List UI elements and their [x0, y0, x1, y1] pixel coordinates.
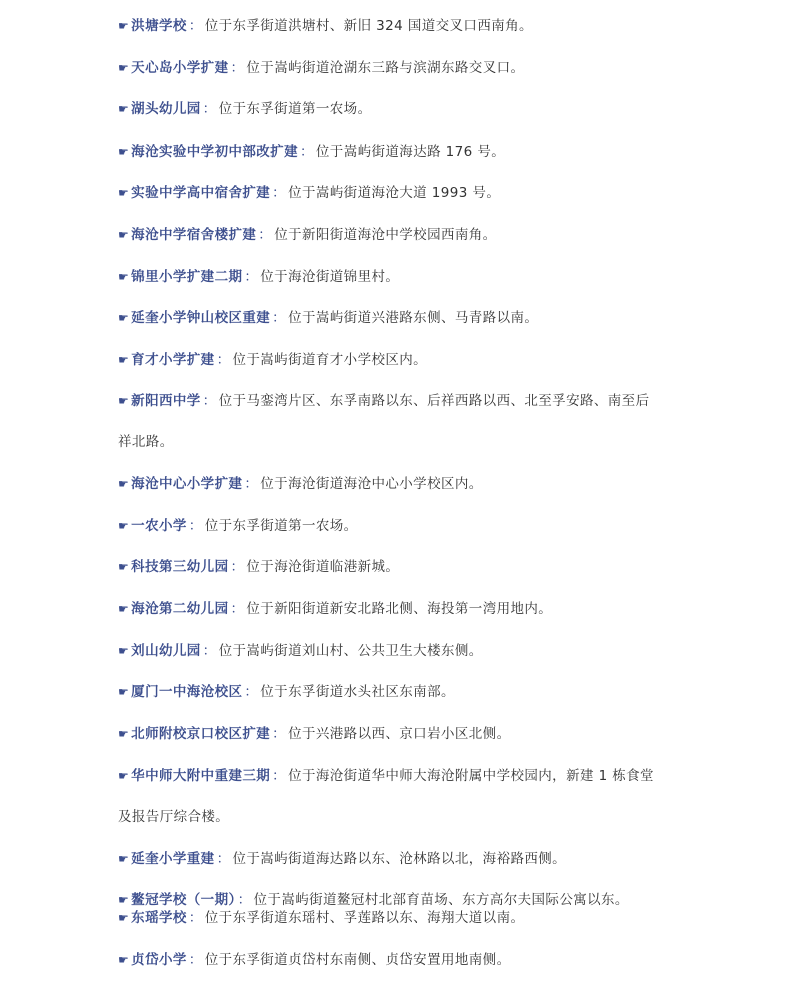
- list-item: [118, 950, 511, 970]
- separator: ：: [230, 559, 245, 575]
- list-item: [118, 599, 552, 619]
- item-name: 湖头幼儿园: [131, 101, 201, 117]
- item-name: 育才小学扩建: [131, 352, 215, 368]
- pointing-hand-icon: ☛: [118, 685, 130, 699]
- item-name: 实验中学高中宿舍扩建: [131, 185, 271, 201]
- pointing-hand-icon: ☛: [118, 560, 130, 574]
- list-item: [118, 641, 483, 661]
- item-name: 延奎小学钟山校区重建: [131, 310, 271, 326]
- item-name: 新阳西中学: [131, 393, 201, 409]
- item-name: 锦里小学扩建二期: [131, 269, 243, 285]
- item-desc: 位于新阳街道海沧中学校园西南角。: [274, 227, 497, 243]
- pointing-hand-icon: ☛: [118, 852, 130, 866]
- pointing-hand-icon: ☛: [118, 61, 130, 75]
- separator: ：: [299, 144, 314, 160]
- list-item: [118, 58, 524, 78]
- pointing-hand-icon: ☛: [118, 602, 130, 616]
- item-desc: 位于海沧街道临港新城。: [246, 559, 400, 575]
- item-name: 厦门一中海沧校区: [131, 684, 243, 700]
- pointing-hand-icon: ☛: [118, 19, 130, 33]
- separator: ：: [272, 310, 287, 326]
- list-item: [118, 766, 654, 786]
- item-name: 东瑶学校: [131, 910, 187, 926]
- item-desc: 位于海沧街道海沧中心小学校区内。: [260, 476, 483, 492]
- pointing-hand-icon: ☛: [118, 270, 130, 284]
- item-desc: 位于嵩屿街道海达路以东、沧林路以北，海裕路西侧。: [232, 851, 567, 867]
- list-item: [118, 350, 427, 370]
- separator: ：: [244, 684, 259, 700]
- item-name: 刘山幼儿园: [131, 643, 201, 659]
- list-item: [118, 908, 524, 928]
- pointing-hand-icon: ☛: [118, 311, 130, 325]
- item-desc: 位于马銮湾片区、东孚南路以东、后祥西路以西、北至孚安路、南至后: [218, 393, 650, 409]
- pointing-hand-icon: ☛: [118, 186, 130, 200]
- item-name: 华中师大附中重建三期: [131, 768, 271, 784]
- list-item: [118, 724, 510, 744]
- separator: ：: [272, 768, 287, 784]
- separator: ：: [202, 393, 217, 409]
- item-name: 海沧第二幼儿园: [131, 601, 229, 617]
- separator: ：: [272, 185, 287, 201]
- separator: ：: [216, 352, 231, 368]
- list-item: [118, 890, 629, 910]
- pointing-hand-icon: ☛: [118, 911, 130, 925]
- list-item: [118, 183, 500, 203]
- list-item: [118, 308, 538, 328]
- separator: ：: [244, 476, 259, 492]
- item-desc: 位于东孚街道东瑶村、孚莲路以东、海翔大道以南。: [204, 910, 525, 926]
- item-desc: 位于嵩屿街道鳌冠村北部育苗场、东方高尔夫国际公寓以东。: [253, 892, 629, 908]
- pointing-hand-icon: ☛: [118, 953, 130, 967]
- separator: ：: [188, 952, 203, 968]
- separator: ：: [188, 518, 203, 534]
- list-item: [118, 682, 455, 702]
- separator: ：: [188, 910, 203, 926]
- list-item: [118, 849, 566, 869]
- list-item: [118, 142, 505, 162]
- item-desc: 位于东孚街道第一农场。: [218, 101, 372, 117]
- item-name: 科技第三幼儿园: [131, 559, 229, 575]
- item-name: 延奎小学重建: [131, 851, 215, 867]
- item-desc: 位于嵩屿街道兴港路东侧、马青路以南。: [288, 310, 539, 326]
- separator: ：: [272, 726, 287, 742]
- item-name: 贞岱小学: [131, 952, 187, 968]
- pointing-hand-icon: ☛: [118, 228, 130, 242]
- item-desc-continuation: 祥北路。: [118, 434, 174, 450]
- item-desc: 位于海沧街道华中师大海沧附属中学校园内，新建 1 栋食堂: [288, 768, 654, 784]
- list-item: [118, 516, 358, 536]
- item-name: 天心岛小学扩建: [131, 60, 229, 76]
- item-desc: 位于东孚街道贞岱村东南侧、贞岱安置用地南侧。: [204, 952, 511, 968]
- list-item: [118, 99, 371, 119]
- item-name: 一农小学: [131, 518, 187, 534]
- separator: ：: [244, 269, 259, 285]
- separator: ：: [202, 643, 217, 659]
- separator: ：: [230, 60, 245, 76]
- pointing-hand-icon: ☛: [118, 893, 130, 907]
- list-item: [118, 557, 399, 577]
- item-desc: 位于嵩屿街道海沧大道 1993 号。: [288, 185, 501, 201]
- pointing-hand-icon: ☛: [118, 102, 130, 116]
- item-desc: 位于嵩屿街道沧湖东三路与滨湖东路交叉口。: [246, 60, 525, 76]
- list-item: [118, 474, 483, 494]
- separator: ：: [188, 18, 203, 34]
- pointing-hand-icon: ☛: [118, 644, 130, 658]
- item-name: 北师附校京口校区扩建: [131, 726, 271, 742]
- pointing-hand-icon: ☛: [118, 769, 130, 783]
- item-name: 海沧中心小学扩建: [131, 476, 243, 492]
- list-item: [118, 267, 399, 287]
- separator: ：: [202, 101, 217, 117]
- separator: ：: [258, 227, 273, 243]
- item-name: 海沧实验中学初中部改扩建: [131, 144, 298, 160]
- list-item: [118, 391, 649, 411]
- separator: ：: [230, 601, 245, 617]
- separator: ：: [237, 892, 252, 908]
- item-name: 鳌冠学校（一期）: [131, 892, 236, 908]
- pointing-hand-icon: ☛: [118, 519, 130, 533]
- item-desc: 位于东孚街道洪塘村、新旧 324 国道交叉口西南角。: [204, 18, 533, 34]
- item-desc: 位于嵩屿街道海达路 176 号。: [315, 144, 506, 160]
- item-desc: 位于嵩屿街道刘山村、公共卫生大楼东侧。: [218, 643, 483, 659]
- pointing-hand-icon: ☛: [118, 353, 130, 367]
- item-desc: 位于东孚街道水头社区东南部。: [260, 684, 455, 700]
- pointing-hand-icon: ☛: [118, 727, 130, 741]
- item-name: 洪塘学校: [131, 18, 187, 34]
- pointing-hand-icon: ☛: [118, 145, 130, 159]
- list-item: [118, 16, 533, 36]
- pointing-hand-icon: ☛: [118, 394, 130, 408]
- list-item: [118, 225, 497, 245]
- item-desc: 位于东孚街道第一农场。: [204, 518, 358, 534]
- pointing-hand-icon: ☛: [118, 477, 130, 491]
- separator: ：: [216, 851, 231, 867]
- item-name: 海沧中学宿舍楼扩建: [131, 227, 257, 243]
- item-desc: 位于嵩屿街道育才小学校区内。: [232, 352, 428, 368]
- item-desc: 位于海沧街道锦里村。: [260, 269, 400, 285]
- item-desc-continuation: 及报告厅综合楼。: [118, 809, 230, 825]
- item-desc: 位于新阳街道新安北路北侧、海投第一湾用地内。: [246, 601, 553, 617]
- item-desc: 位于兴港路以西、京口岩小区北侧。: [288, 726, 511, 742]
